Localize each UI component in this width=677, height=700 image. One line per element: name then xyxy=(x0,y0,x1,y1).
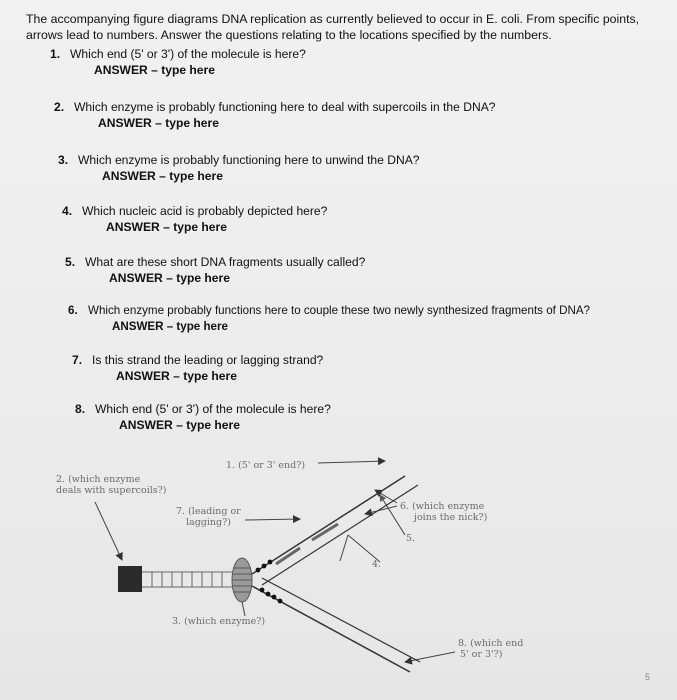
label-4: 4. xyxy=(372,559,382,570)
intro-paragraph: The accompanying figure diagrams DNA replication as currently believed to occur in E. coli. From specific points, arrows lead to numbers. Answer the questions relating to the locations specified by the numbers. xyxy=(26,12,640,42)
answer-field[interactable]: ANSWER – type here xyxy=(112,320,228,333)
answer-field[interactable]: ANSWER – type here xyxy=(98,116,219,130)
question-text: Which end (5' or 3') of the molecule is here? xyxy=(70,47,306,61)
question-7 xyxy=(72,352,323,384)
question-number: 8. xyxy=(75,402,86,416)
arrow-label-1 xyxy=(318,461,385,463)
answer-field[interactable]: ANSWER – type here xyxy=(102,169,223,183)
okazaki-fragments xyxy=(276,524,338,564)
question-text: Which enzyme is probably functioning here to deal with supercoils in the DNA? xyxy=(74,100,496,114)
answer-field[interactable]: ANSWER – type here xyxy=(116,369,237,383)
arrow-label-8 xyxy=(405,652,455,662)
arrow-label-2 xyxy=(95,502,122,560)
question-number: 6. xyxy=(68,304,78,317)
question-5 xyxy=(65,254,365,286)
question-text: Which nucleic acid is probably depicted here? xyxy=(82,204,328,218)
label-8-line1: 8. (which end xyxy=(458,638,524,649)
parental-dna-duplex xyxy=(142,572,232,587)
answer-field[interactable]: ANSWER – type here xyxy=(94,63,215,77)
question-1 xyxy=(50,46,306,78)
question-3 xyxy=(58,152,420,184)
question-8 xyxy=(75,401,331,433)
question-number: 2. xyxy=(54,100,65,114)
primase-dots xyxy=(256,560,273,573)
question-6 xyxy=(68,303,590,335)
question-text: What are these short DNA fragments usually called? xyxy=(85,255,366,269)
question-text: Which enzyme probably functions here to couple these two newly synthesized fragments of DNA? xyxy=(88,304,591,317)
label-7-line2: lagging?) xyxy=(186,517,231,528)
dna-replication-diagram xyxy=(0,440,677,700)
answer-field[interactable]: ANSWER – type here xyxy=(106,220,227,234)
upper-template-strand xyxy=(252,476,405,574)
lower-new-strand xyxy=(262,578,420,662)
topoisomerase-block xyxy=(118,566,142,592)
question-text: Is this strand the leading or lagging strand? xyxy=(92,353,324,367)
question-number: 3. xyxy=(58,153,69,167)
answer-field[interactable]: ANSWER – type here xyxy=(109,271,230,285)
label-1: 1. (5' or 3' end?) xyxy=(226,460,306,471)
question-number: 1. xyxy=(50,47,61,61)
label-7-line1: 7. (leading or xyxy=(176,506,241,517)
upper-new-strand xyxy=(262,485,418,585)
label-8-line2: 5' or 3'?) xyxy=(460,649,503,660)
arrow-label-6b xyxy=(365,506,397,514)
question-2 xyxy=(54,99,495,131)
question-4 xyxy=(62,203,327,235)
lower-template-strand xyxy=(252,586,410,672)
label-5: 5. xyxy=(406,533,416,544)
page-number: 5 xyxy=(645,672,651,682)
arrow-label-7 xyxy=(245,519,300,520)
answer-field[interactable]: ANSWER – type here xyxy=(119,418,240,432)
question-text: Which end (5' or 3') of the molecule is here? xyxy=(95,402,331,416)
arrow-label-4b xyxy=(340,535,348,561)
question-number: 4. xyxy=(62,204,73,218)
question-text: Which enzyme is probably functioning here to unwind the DNA? xyxy=(78,153,420,167)
label-2-line2: deals with supercoils?) xyxy=(56,485,167,496)
label-6-line1: 6. (which enzyme xyxy=(400,501,485,512)
question-number: 7. xyxy=(72,353,83,367)
label-6-line2: joins the nick?) xyxy=(414,512,488,523)
label-3: 3. (which enzyme?) xyxy=(172,616,266,627)
label-2-line1: 2. (which enzyme xyxy=(56,474,141,485)
question-number: 5. xyxy=(65,255,76,269)
arrow-label-4 xyxy=(348,535,380,562)
